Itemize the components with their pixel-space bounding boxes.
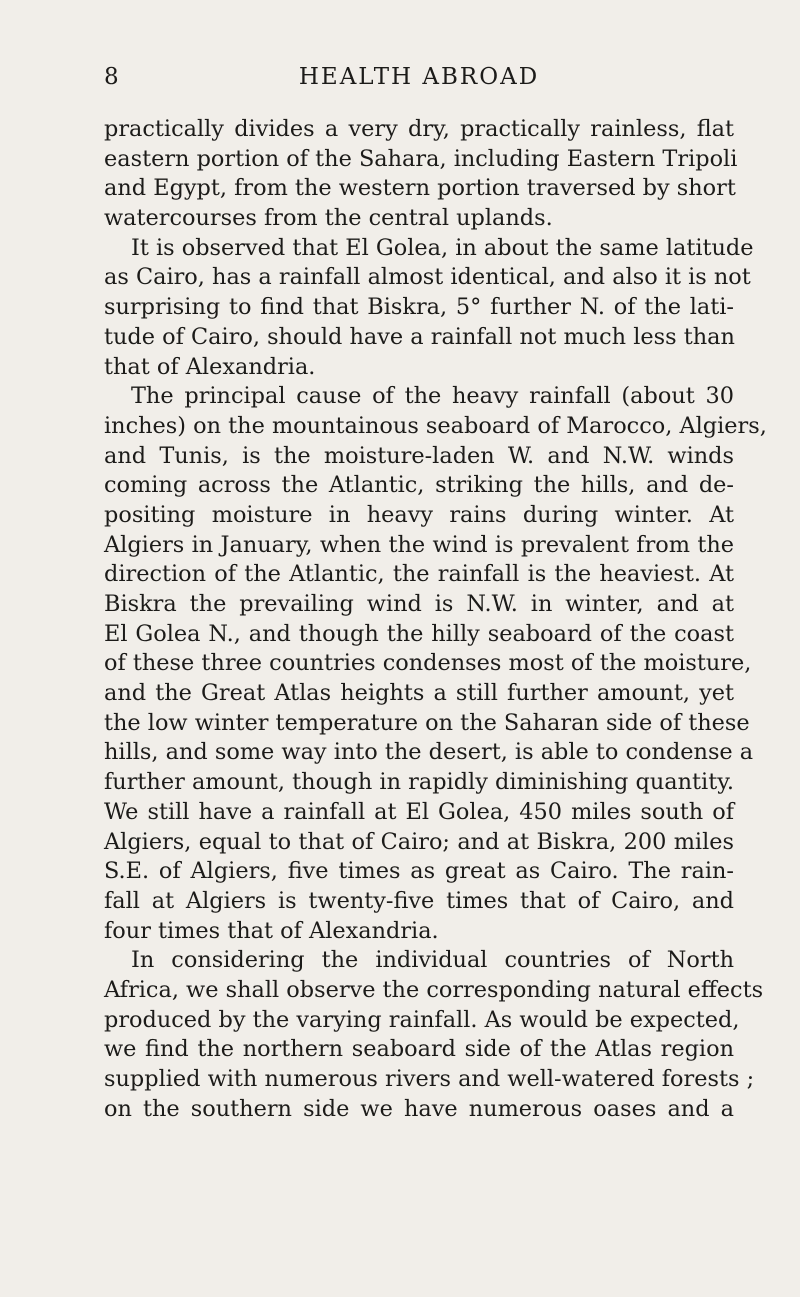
text-line: on the southern side we have numerous oases and a [104,1095,734,1122]
text-line: as Cairo, has a rainfall almost identical, and also it is not [104,264,751,291]
text-line: that of Alexandria. [104,353,316,380]
text-line: and Egypt, from the western portion traversed by short [104,175,736,202]
body-text [104,115,767,1124]
text-line: practically divides a very dry, practically rainless, flat [104,116,734,142]
text-line: In considering the individual countries of North [131,947,734,974]
text-line: and Tunis, is the moisture-laden W. and N.W. winds [104,442,734,469]
text-line: positing moisture in heavy rains during winter. At [104,501,734,528]
text-line: and the Great Atlas heights a still further amount, yet [104,680,734,707]
text-line: supplied with numerous rivers and well-watered forests ; [104,1066,755,1092]
text-line: we find the northern seaboard side of the Atlas region [104,1036,734,1063]
text-line: We still have a rainfall at El Golea, 450 miles south of [104,798,734,825]
text-line: El Golea N., and though the hilly seaboard of the coast [104,620,734,647]
text-line: four times that of Alexandria. [104,917,439,944]
text-line: inches) on the mountainous seaboard of Marocco, Algiers, [104,412,767,439]
text-line: surprising to find that Biskra, 5° further N. of the lati- [104,294,734,321]
running-head [104,64,734,94]
running-title: HEALTH ABROAD [298,64,540,90]
text-line: the low winter temperature on the Saharan side of these [104,709,750,736]
text-line: fall at Algiers is twenty-five times that of Cairo, and [104,887,734,914]
text-line: coming across the Atlantic, striking the hills, and de- [104,472,734,499]
text-line: direction of the Atlantic, the rainfall is the heaviest. At [104,561,734,588]
text-line: Africa, we shall observe the corresponding natural effects [104,976,764,1003]
text-line: S.E. of Algiers, five times as great as Cairo. The rain- [104,858,734,885]
text-line: The principal cause of the heavy rainfall (about 30 [131,383,734,410]
page-number: 8 [104,64,120,90]
text-line: produced by the varying rainfall. As would be expected, [104,1006,740,1033]
text-line: tude of Cairo, should have a rainfall not much less than [104,323,735,350]
text-line: Algiers, equal to that of Cairo; and at Biskra, 200 miles [104,828,734,855]
text-line: further amount, though in rapidly diminishing quantity. [104,769,734,796]
text-line: Biskra the prevailing wind is N.W. in winter, and at [104,591,734,617]
text-line: of these three countries condenses most of the moisture, [104,650,752,677]
text-line: eastern portion of the Sahara, including Eastern Tripoli [104,145,738,172]
text-line: watercourses from the central uplands. [104,205,553,232]
text-line: hills, and some way into the desert, is able to condense a [104,739,754,766]
text-line: Algiers in January, when the wind is prevalent from the [104,531,734,558]
text-line: It is observed that El Golea, in about the same latitude [131,234,754,261]
